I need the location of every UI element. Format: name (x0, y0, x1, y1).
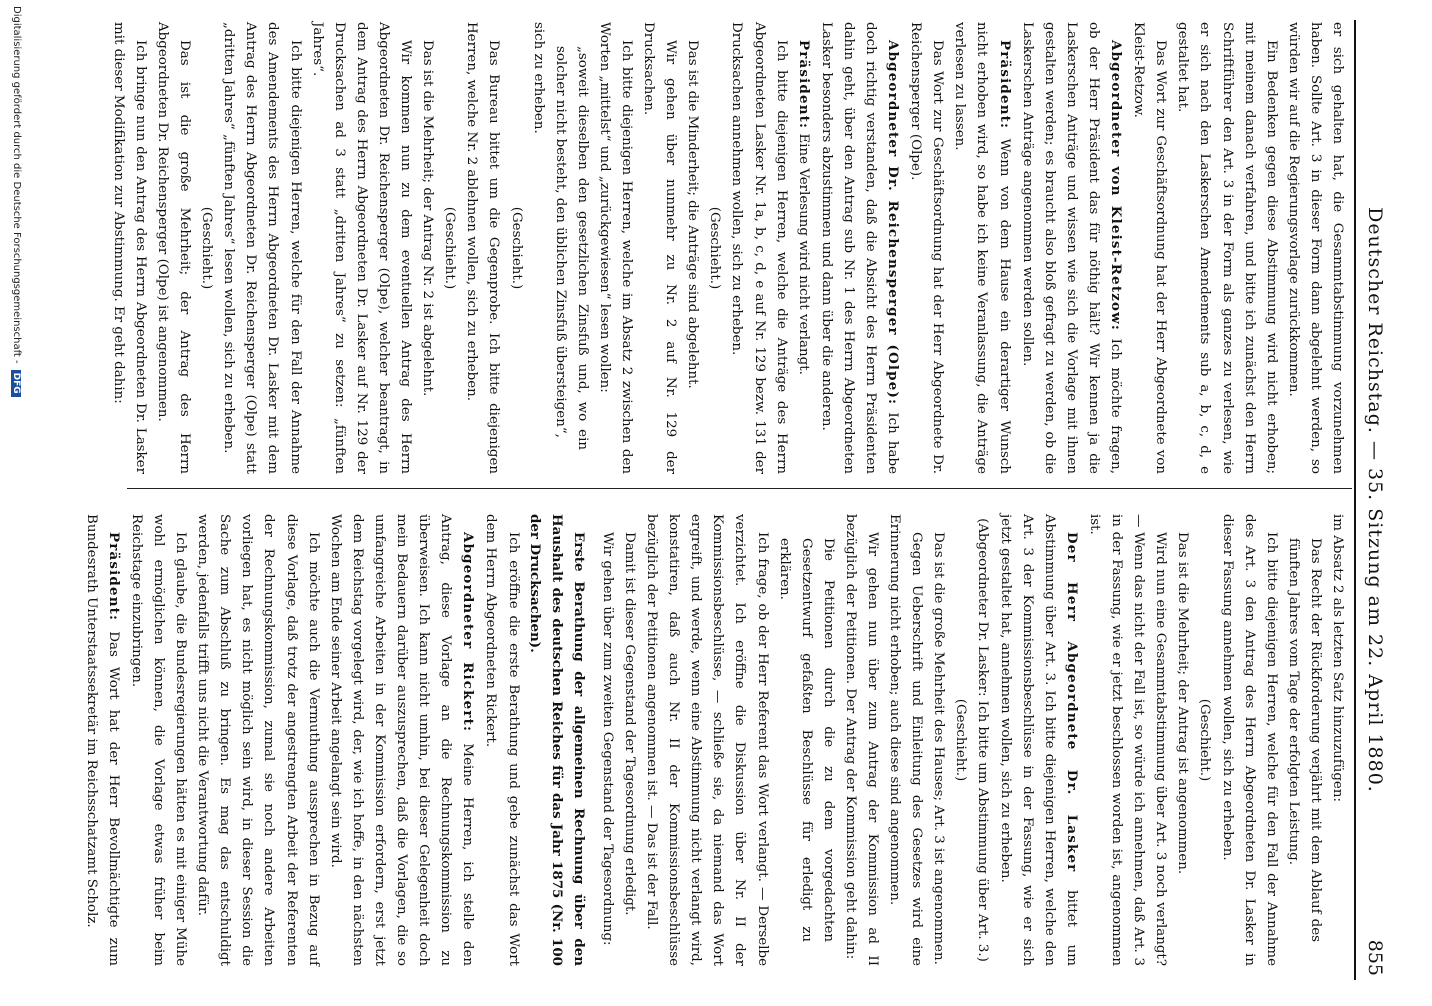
speech-text: Eine Verlesung wird nicht verlangt. (795, 133, 811, 375)
speaker-name: Präsident: (795, 40, 812, 130)
stage-direction: (Geschieht.) (953, 698, 969, 782)
dfg-logo: DFG (11, 370, 21, 397)
speech (948, 22, 1015, 474)
left-column (110, 22, 1348, 474)
paragraph: Wir gehen über zum zweiten Gegenstand der Tagesordnung: (599, 532, 615, 946)
paragraph: Ein Bedenken gegen diese Abstimmung wird nicht erhoben; mit meinem danach verfahren, und bitte ich zunächst den Herrn Schriftführer den Art. 3 in der Form als ganzes zu verlesen, wie er sich nach den Laskerschen Amendements sub a, b, c, d, e gestaltet hat. (1175, 22, 1279, 474)
paragraph: Wird nun eine Gesammtabstimmung über Art. 3 noch verlangt? — Wenn das nicht der Fall ist, so würde ich annehmen, daß Art. 3 in der Fassung, wie er jetzt beschlossen worden ist, angenommen ist. (1086, 514, 1169, 966)
paragraph: Das ist die Mehrheit; der Antrag Nr. 2 ist abgelehnt. (420, 40, 436, 397)
paragraph: Wir gehen nun über zum Antrag der Kommission ad II bezüglich der Petitionen. Der Antrag der Kommission geht dahin: (842, 514, 881, 966)
speaker-name: Abgeordneter Dr. Reichensperger (Olpe): (885, 40, 902, 406)
credit-text: Digitalisierung gefördert durch die Deutsche Forschungsgemeinschaft - (11, 6, 22, 364)
paragraph: Ich frage, ob der Herr Referent das Wort verlangt. — Derselbe verzichtet. Ich eröffne die Diskussion über Nr. II der Kommissionsbeschlüsse, — schließe sie, da niemand das Wort ergreift, und werde, wenn eine Abstimmung nicht verlangt wird, konstatiren, daß auch Nr. II der Kommissionsbeschlüsse bezüglich der Petitionen angenommen ist. — Das ist der Fall. (644, 514, 770, 966)
speech (80, 514, 125, 966)
quoted-motion: Die Petitionen durch die zu dem vorgedachten Gesetzentwurf gefaßten Beschlüsse für erledigt zu erklären. (776, 538, 836, 942)
paragraph: er sich gehalten hat, die Gesammtabstimmung vorzunehmen haben. Sollte Art. 3 in dieser Form dann abgelehnt werden, so würden wir auf die Regierungsvorlage zurückkommen. (1285, 22, 1345, 474)
paragraph: Ich bitte diejenigen Herren, welche die Anträge des Herrn Abgeordneten Lasker Nr. 1a, b, c, d, e auf Nr. 129 bezw. 131 der Drucksachen annehmen wollen, sich zu erheben. (729, 22, 789, 474)
digitization-credit (11, 0, 22, 1006)
paragraph: im Absatz 2 als letzten Satz hinzuzufügen: (1330, 514, 1345, 802)
speech-text: bittet um Abstimmung über Art. 3. Ich bitte diejenigen Herren, welche den Art. 3 der Kommissionsbeschlüsse in der Fassung, wie er sich jetzt gestaltet hat, annehmen wollen, sich zu erheben. (997, 514, 1079, 966)
paragraph: Das Bureau bittet um die Gegenprobe. Ich bitte diejenigen Herren, welche Nr. 2 ablehnen wollen, sich zu erheben. (464, 22, 502, 474)
stage-direction: (Geschieht.) (707, 206, 723, 290)
speech (994, 514, 1083, 966)
speaker-name: Präsident: (996, 40, 1013, 130)
stage-direction: (Geschieht.) (442, 206, 458, 290)
speech (1016, 22, 1127, 474)
quoted-amendment: Das Recht der Rückforderung verjährt mit dem Ablauf des fünften Jahres vom Tage der erfolgten Leistung. (1285, 538, 1323, 942)
paragraph: Ich bitte diejenigen Herren, welche für den Fall der Annahme des Amendements des Herrn Abgeordneten Dr. Lasker mit dem Antrag des Herrn Abgeordneten Dr. Reichensperger (Olpe) statt „dritten Jahres“ „fünften Jahres“ lesen wollen, sich zu erheben. (221, 22, 303, 474)
speech-text: Wenn von dem Hause ein derartiger Wunsch nicht erhoben wird, so habe ich keine Veranlassung, die Anträge verlesen zu lassen. (952, 22, 1012, 474)
paragraph: Ich eröffne die erste Berathung und gebe zunächst das Wort dem Herrn Abgeordneten Rickert. (483, 514, 521, 966)
paragraph: Ich glaube, die Bundesregierungen hätten es mit einiger Mühe wohl ermöglichen können, die Vorlage etwas früher beim Reichstage einzubringen. (128, 514, 189, 966)
speaker-name: Präsident: (105, 532, 122, 622)
column-divider (127, 488, 1352, 489)
speech (792, 22, 815, 474)
interjection: (Abgeordneter Dr. Lasker: Ich bitte um Abstimmung über Art. 3.) (975, 518, 991, 962)
paragraph: Ich bringe nun den Antrag des Herrn Abgeordneten Dr. Lasker mit dieser Modifikation zur Abstimmung. Er geht dahin: (110, 22, 148, 474)
paragraph: Damit ist dieser Gegenstand der Tagesordnung erledigt. (622, 532, 637, 916)
paragraph: Das ist die große Mehrheit des Hauses; Art. 3 ist angenommen. (931, 532, 947, 965)
paragraph: Wir gehen über nunmehr zu Nr. 2 auf Nr. 129 der Drucksachen. (641, 22, 679, 474)
stage-direction: (Geschieht.) (199, 206, 215, 290)
paragraph: Wir kommen nun zu dem eventuellen Antrag des Herrn Abgeordneten Dr. Reichensperger (Olpe), welcher beantragt, in dem Antrag des Herrn Abgeordneten Dr. Lasker auf Nr. 129 der Drucksachen ad 3 statt „dritten Jahres“ zu setzen: „fünften Jahres“. (309, 22, 414, 474)
speech (815, 22, 904, 474)
paragraph: Gegen Ueberschrift und Einleitung des Gesetzes wird eine Erinnerung nicht erhoben; auch diese sind angenommen. (887, 514, 925, 966)
header-rule (1354, 20, 1356, 980)
paragraph: Ich bitte diejenigen Herren, welche für den Fall der Annahme des Art. 3 den Antrag des Herrn Abgeordneten Dr. Lasker in dieser Fassung annehmen wollen, sich zu erheben. (1219, 514, 1279, 966)
agenda-item: Erste Berathung der allgemeinen Rechnung über den Haushalt des deutschen Reiches für das Jahr 1875 (Nr. 100 der Drucksachen). (526, 514, 587, 966)
speaker-name: Abgeordneter Rickert: (460, 532, 477, 733)
paragraph: Das Wort zur Geschäftsordnung hat der Herr Abgeordnete Dr. Reichensperger (Olpe). (908, 22, 946, 474)
right-column (83, 514, 1348, 966)
stage-direction: (Geschieht.) (1197, 698, 1213, 782)
speaker-name: Der Herr Abgeordnete Dr. Lasker (1063, 532, 1080, 873)
page-number: 855 (1364, 939, 1386, 976)
paragraph: Das ist die große Mehrheit; der Antrag des Herrn Abgeordneten Dr. Reichensperger (Olpe) ist angenommen. (155, 22, 193, 474)
paragraph: Das ist die Mehrheit; der Antrag ist angenommen. (1175, 532, 1191, 875)
paragraph: Das Wort zur Geschäftsordnung hat der Herr Abgeordnete von Kleist-Retzow. (1131, 22, 1169, 474)
speech (324, 514, 480, 966)
stage-direction: (Geschieht.) (508, 206, 524, 290)
speaker-name: Abgeordneter von Kleist-Retzow: (1108, 40, 1125, 332)
quoted-amendment: „soweit dieselben den gesetzlichen Zinsfuß und, wo ein solcher nicht besteht, den üblichen Zinsfuß übersteigen“, (552, 46, 590, 450)
paragraph: Ich möchte auch die Vermuthung aussprechen in Bezug auf diese Vorlage, daß trotz der angestrengten Arbeit der Referenten der Rechnungskommission, zumal sie noch andere Arbeiten vorliegen hat, es nicht möglich sein wird, in dieser Session die Sache zum Abschluß zu bringen. Es mag das entschuldigt werden, jedenfalls trifft uns nicht die Verantwortung dafür. (195, 514, 321, 966)
paragraph: Ich bitte diejenigen Herren, welche im Absatz 2 zwischen den Worten „mittelst“ und „zurückgewiesen“ lesen wollen: (596, 22, 634, 474)
paragraph: sich zu erheben. (530, 22, 546, 134)
speech-text: Ich möchte fragen, ob der Herr Präsident das für nöthig hält? Wir kennen ja die Laskerschen Anträge und wissen wie sich die Vorlage mit ihnen gestalten werden; es braucht also bloß gefragt zu werden, ob die Laskerschen Anträge angenommen werden sollen. (1019, 22, 1124, 474)
speech-text: Meine Herren, ich stelle den Antrag, diese Vorlage an die Rechnungskommission zu überweisen. Ich kann nicht umhin, bei dieser Gelegenheit doch mein Bedauern darüber auszusprechen, daß die Vorlagen, die so umfangreiche Arbeiten in der Kommission erfordern, erst jetzt dem Reichstag vorgelegt wird, der, wie ich hoffe, in den nächsten Wochen am Ende seiner Arbeit angelangt sein wird. (327, 514, 476, 966)
speech-text: Das Wort hat der Herr Bevollmächtigte zum Bundesrath Unterstaatssekretär im Reichsschatzamt Scholz. (83, 514, 121, 966)
page-header (1358, 24, 1388, 976)
paragraph: Das ist die Minderheit; die Anträge sind abgelehnt. (685, 40, 701, 389)
running-title: Deutscher Reichstag. — 35. Sitzung am 22. April 1880. (1364, 207, 1386, 793)
speech-text: Ich habe doch richtig verstanden, daß die Absicht des Herrn Präsidenten dahin geht, über den Antrag sub Nr. 1 des Herrn Abgeordneten Lasker besonders abzustimmen und dann über die anderen. (818, 22, 901, 474)
